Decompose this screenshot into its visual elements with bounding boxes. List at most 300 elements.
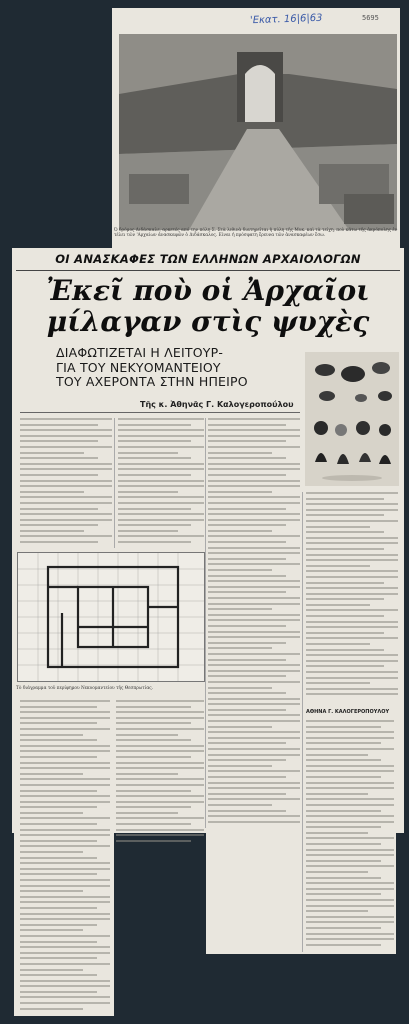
text-line	[208, 776, 286, 778]
text-line	[306, 877, 381, 879]
text-line	[306, 832, 368, 834]
text-line	[306, 720, 394, 722]
text-line	[208, 530, 272, 532]
text-line	[20, 429, 112, 431]
text-line	[116, 711, 204, 713]
text-line	[306, 671, 398, 673]
text-line	[20, 463, 112, 465]
text-line	[208, 770, 300, 772]
byline: Τῆς κ. Ἀθηνᾶς Γ. Καλογεροπούλου	[140, 400, 294, 409]
text-line	[306, 893, 381, 895]
text-line	[20, 717, 110, 719]
divider	[20, 412, 300, 413]
text-line	[208, 692, 286, 694]
text-line	[20, 817, 110, 819]
text-line	[306, 787, 394, 789]
text-line	[20, 508, 98, 510]
text-line	[20, 739, 97, 741]
text-line	[20, 963, 110, 965]
text-line	[306, 660, 398, 662]
text-line	[118, 468, 204, 470]
text-line	[208, 452, 272, 454]
text-line	[116, 795, 204, 797]
text-line	[118, 435, 204, 437]
text-line	[20, 722, 97, 724]
text-line	[306, 843, 381, 845]
text-line	[208, 463, 300, 465]
text-line	[208, 804, 272, 806]
text-line	[306, 933, 394, 935]
text-line	[116, 700, 204, 702]
text-line	[208, 563, 300, 565]
text-line	[306, 615, 384, 617]
text-line	[20, 541, 98, 543]
text-line	[306, 754, 368, 756]
text-line	[20, 468, 112, 470]
text-line	[20, 795, 110, 797]
text-line	[208, 491, 272, 493]
text-line	[208, 765, 272, 767]
text-line	[20, 762, 110, 764]
text-line	[208, 586, 300, 588]
text-line	[20, 1002, 110, 1004]
text-line	[116, 840, 191, 842]
text-line	[208, 547, 300, 549]
text-line	[208, 698, 300, 700]
text-line	[208, 659, 286, 661]
text-line	[306, 938, 394, 940]
text-line	[306, 520, 398, 522]
text-line	[116, 767, 204, 769]
photo-caption: Ό δρόμος Διδάσκαλε, αρκετές από την πόλη Σ. Στὰ λιθινὰ διατηρεῖται ἡ πύλη τῆς Μυκ. καὶ τὰ τείχη, ποὺ κάτω τῆς ἀκρόπολης ἐν τέλει τῶν 'Αρχαίων ἀνασκαφῶν ὁ Διδάσκαλος. Είναι ἡ πρόσφατη ἔρευνα τῶν ἀνασκαφέων ἔσω.	[114, 228, 398, 239]
text-line	[20, 941, 97, 943]
text-line	[306, 632, 384, 634]
text-line	[118, 424, 191, 426]
text-line	[118, 519, 204, 521]
text-line	[116, 773, 178, 775]
text-line	[208, 810, 286, 812]
text-line	[20, 957, 97, 959]
text-line	[306, 837, 394, 839]
artifact-photo	[305, 352, 399, 486]
text-line	[20, 446, 112, 448]
text-line	[208, 468, 300, 470]
text-line	[20, 424, 98, 426]
text-line	[20, 935, 110, 937]
text-line	[306, 576, 398, 578]
text-line	[208, 541, 286, 543]
text-line	[306, 654, 398, 656]
text-line	[306, 593, 398, 595]
text-line	[306, 888, 394, 890]
text-line	[306, 554, 398, 556]
text-line	[20, 969, 83, 971]
text-line	[20, 790, 97, 792]
text-line	[208, 703, 300, 705]
text-line	[306, 782, 394, 784]
column-rule	[114, 418, 115, 548]
text-line	[20, 890, 83, 892]
text-line	[20, 524, 98, 526]
text-line	[20, 440, 98, 442]
text-line	[306, 609, 398, 611]
text-line	[20, 974, 97, 976]
text-line	[208, 687, 272, 689]
text-line	[118, 513, 204, 515]
text-line	[306, 587, 398, 589]
text-line	[116, 734, 178, 736]
text-line	[20, 750, 110, 752]
text-line	[208, 619, 300, 621]
text-line	[208, 754, 300, 756]
text-line	[116, 790, 191, 792]
text-line	[20, 452, 84, 454]
text-line	[208, 597, 300, 599]
text-line	[208, 480, 300, 482]
text-line	[20, 873, 97, 875]
text-line	[306, 509, 398, 511]
text-line	[306, 793, 368, 795]
text-line	[208, 440, 286, 442]
text-line	[306, 526, 370, 528]
text-line	[306, 826, 381, 828]
text-line	[208, 793, 286, 795]
article-column-6	[116, 700, 204, 850]
text-line	[116, 834, 204, 836]
text-line	[208, 631, 300, 633]
text-line	[208, 580, 300, 582]
text-line	[208, 524, 286, 526]
text-line	[306, 916, 394, 918]
text-line	[208, 457, 286, 459]
text-line	[20, 991, 97, 993]
text-line	[306, 882, 394, 884]
headline-line-2: μίλαγαν στὶς ψυχὲς	[46, 305, 370, 338]
text-line	[208, 815, 300, 817]
archive-stamp: 5695	[362, 14, 379, 22]
text-line	[306, 742, 381, 744]
text-line	[208, 569, 272, 571]
text-line	[20, 767, 110, 769]
text-line	[306, 649, 384, 651]
text-line	[20, 823, 97, 825]
text-line	[306, 748, 394, 750]
text-line	[118, 502, 204, 504]
text-line	[20, 756, 97, 758]
text-line	[20, 435, 112, 437]
text-line	[306, 626, 398, 628]
text-line	[20, 530, 84, 532]
article-column-1	[20, 418, 112, 548]
text-line	[20, 834, 110, 836]
text-line	[118, 418, 204, 420]
text-line	[118, 530, 178, 532]
text-line	[20, 734, 83, 736]
text-line	[20, 784, 110, 786]
text-line	[306, 542, 398, 544]
text-line	[20, 829, 110, 831]
text-line	[208, 787, 300, 789]
text-line	[116, 817, 204, 819]
text-line	[208, 429, 300, 431]
text-line	[118, 508, 191, 510]
text-line	[20, 885, 110, 887]
text-line	[116, 750, 204, 752]
text-line	[208, 720, 300, 722]
text-line	[118, 440, 191, 442]
text-line	[306, 865, 394, 867]
text-line	[306, 905, 394, 907]
text-line	[20, 480, 112, 482]
text-line	[116, 756, 191, 758]
subheadline	[56, 346, 306, 390]
text-line	[118, 485, 204, 487]
text-line	[306, 604, 370, 606]
text-line	[116, 778, 204, 780]
column-rule	[205, 418, 206, 828]
text-line	[306, 537, 398, 539]
text-line	[306, 770, 394, 772]
text-line	[20, 840, 97, 842]
text-line	[118, 524, 191, 526]
text-line	[208, 435, 300, 437]
text-line	[20, 868, 110, 870]
text-line	[20, 896, 110, 898]
column-rule	[302, 492, 303, 952]
text-line	[208, 737, 300, 739]
text-line	[306, 565, 370, 567]
text-line	[306, 570, 398, 572]
text-line	[306, 849, 394, 851]
text-line	[208, 519, 300, 521]
text-line	[306, 492, 398, 494]
handwritten-date: 'Εκατ. 16|6|63	[249, 12, 323, 27]
text-line	[306, 737, 394, 739]
text-line	[116, 745, 204, 747]
text-line	[116, 784, 204, 786]
text-line	[208, 552, 300, 554]
text-line	[116, 801, 204, 803]
text-line	[306, 548, 384, 550]
divider	[16, 270, 400, 271]
text-line	[208, 446, 300, 448]
text-line	[118, 463, 204, 465]
site-plan-figure	[17, 552, 205, 682]
text-line	[208, 474, 286, 476]
text-line	[208, 625, 286, 627]
text-line	[208, 748, 300, 750]
text-line	[208, 709, 286, 711]
text-line	[306, 854, 394, 856]
text-line	[116, 762, 204, 764]
text-line	[20, 946, 110, 948]
text-line	[20, 700, 110, 702]
text-line	[116, 823, 191, 825]
text-line	[20, 773, 83, 775]
text-line	[306, 731, 394, 733]
text-line	[208, 418, 300, 420]
subhead-line-2: ΓΙΑ ΤΟΥ ΝΕΚΥΟΜΑΝΤΕΙΟΥ	[56, 359, 221, 375]
text-line	[20, 985, 110, 987]
headline-line-1: Ἐκεῖ ποὺ οἱ Ἀρχαῖοι	[46, 274, 370, 307]
text-line	[306, 815, 394, 817]
text-line	[306, 598, 384, 600]
text-line	[208, 642, 286, 644]
text-line	[116, 739, 191, 741]
article-column-2	[118, 418, 204, 548]
text-line	[116, 717, 204, 719]
text-line	[208, 742, 286, 744]
text-line	[208, 670, 300, 672]
text-line	[306, 637, 398, 639]
text-line	[20, 535, 112, 537]
text-line	[208, 731, 300, 733]
text-line	[20, 711, 110, 713]
text-line	[306, 514, 384, 516]
text-line	[306, 677, 398, 679]
text-line	[306, 798, 394, 800]
text-line	[306, 944, 381, 946]
section-kicker: ΟΙ ΑΝΑΣΚΑΦΕΣ ΤΩΝ ΕΛΛΗΝΩΝ ΑΡΧΑΙΟΛΟΓΩΝ	[55, 252, 361, 266]
text-line	[306, 726, 381, 728]
text-line	[20, 485, 112, 487]
text-line	[20, 929, 83, 931]
text-line	[20, 857, 97, 859]
text-line	[306, 860, 381, 862]
text-line	[208, 675, 286, 677]
text-line	[306, 665, 384, 667]
text-line	[20, 913, 110, 915]
text-line	[116, 706, 191, 708]
text-line	[208, 591, 286, 593]
text-line	[118, 491, 178, 493]
text-line	[20, 862, 110, 864]
text-line	[20, 706, 97, 708]
text-line	[208, 614, 300, 616]
text-line	[20, 845, 110, 847]
text-line	[20, 918, 110, 920]
text-line	[116, 728, 204, 730]
text-line	[306, 682, 370, 684]
text-line	[116, 722, 191, 724]
plan-caption: Τὸ διάγραμμα τοῦ περίφημου Νεκυομαντείου τῆς Θεσπρωτίας.	[16, 686, 154, 691]
text-line	[20, 519, 112, 521]
text-line	[306, 503, 398, 505]
headline	[16, 275, 400, 337]
text-line	[20, 745, 110, 747]
text-line	[20, 1008, 83, 1010]
text-line	[306, 621, 398, 623]
article-column-7	[306, 720, 394, 950]
text-line	[306, 531, 384, 533]
text-line	[306, 927, 381, 929]
text-line	[208, 714, 300, 716]
text-line	[208, 726, 272, 728]
text-line	[306, 776, 381, 778]
text-line	[208, 636, 300, 638]
text-line	[20, 457, 98, 459]
subhead-line-1: ΔΙΑΦΩΤΙΖΕΤΑΙ Η ΛΕΙΤΟΥΡ-	[56, 345, 224, 360]
text-line	[208, 513, 300, 515]
text-line	[306, 871, 368, 873]
text-line	[20, 924, 97, 926]
text-line	[118, 446, 204, 448]
text-line	[306, 910, 368, 912]
text-line	[208, 535, 300, 537]
text-line	[306, 821, 394, 823]
text-line	[20, 496, 112, 498]
text-line	[208, 603, 300, 605]
text-line	[306, 765, 394, 767]
text-line	[20, 728, 110, 730]
text-line	[20, 474, 98, 476]
text-line	[20, 907, 97, 909]
text-line	[20, 980, 110, 982]
text-line	[116, 829, 204, 831]
text-line	[118, 480, 204, 482]
text-line	[306, 559, 398, 561]
text-line	[208, 558, 286, 560]
text-line	[118, 457, 191, 459]
text-line	[306, 498, 384, 500]
text-line	[20, 952, 110, 954]
subhead-line-3: ΤΟΥ ΑΧΕΡΟΝΤΑ ΣΤΗΝ ΗΠΕΙΡΟ	[56, 374, 248, 389]
text-line	[208, 759, 286, 761]
text-line	[20, 879, 110, 881]
text-line	[306, 759, 381, 761]
text-line	[20, 812, 83, 814]
text-line	[208, 508, 286, 510]
author-signature: ΑΘΗΝΑ Γ. ΚΑΛΟΓΕΡΟΠΟΥΛΟΥ	[306, 709, 390, 715]
ruins-photo	[119, 34, 397, 230]
text-line	[208, 821, 300, 823]
text-line	[118, 452, 178, 454]
text-line	[20, 996, 110, 998]
text-line	[118, 496, 204, 498]
text-line	[208, 647, 272, 649]
text-line	[118, 429, 204, 431]
text-line	[20, 801, 110, 803]
text-line	[116, 806, 191, 808]
text-line	[20, 778, 110, 780]
text-line	[208, 496, 300, 498]
text-line	[208, 485, 300, 487]
text-line	[208, 502, 300, 504]
text-line	[20, 502, 112, 504]
text-line	[208, 681, 300, 683]
text-line	[118, 474, 191, 476]
text-line	[20, 851, 83, 853]
text-line	[306, 688, 398, 690]
text-line	[208, 798, 300, 800]
text-line	[306, 921, 394, 923]
text-line	[306, 810, 381, 812]
text-line	[20, 491, 84, 493]
text-line	[208, 653, 300, 655]
text-line	[306, 899, 394, 901]
text-line	[306, 582, 384, 584]
article-column-3	[208, 418, 300, 828]
text-line	[208, 664, 300, 666]
text-line	[208, 424, 286, 426]
text-line	[20, 418, 112, 420]
text-line	[208, 575, 286, 577]
text-line	[208, 608, 272, 610]
article-column-5	[20, 700, 110, 1014]
text-line	[208, 782, 300, 784]
text-line	[20, 513, 112, 515]
text-line	[20, 806, 97, 808]
